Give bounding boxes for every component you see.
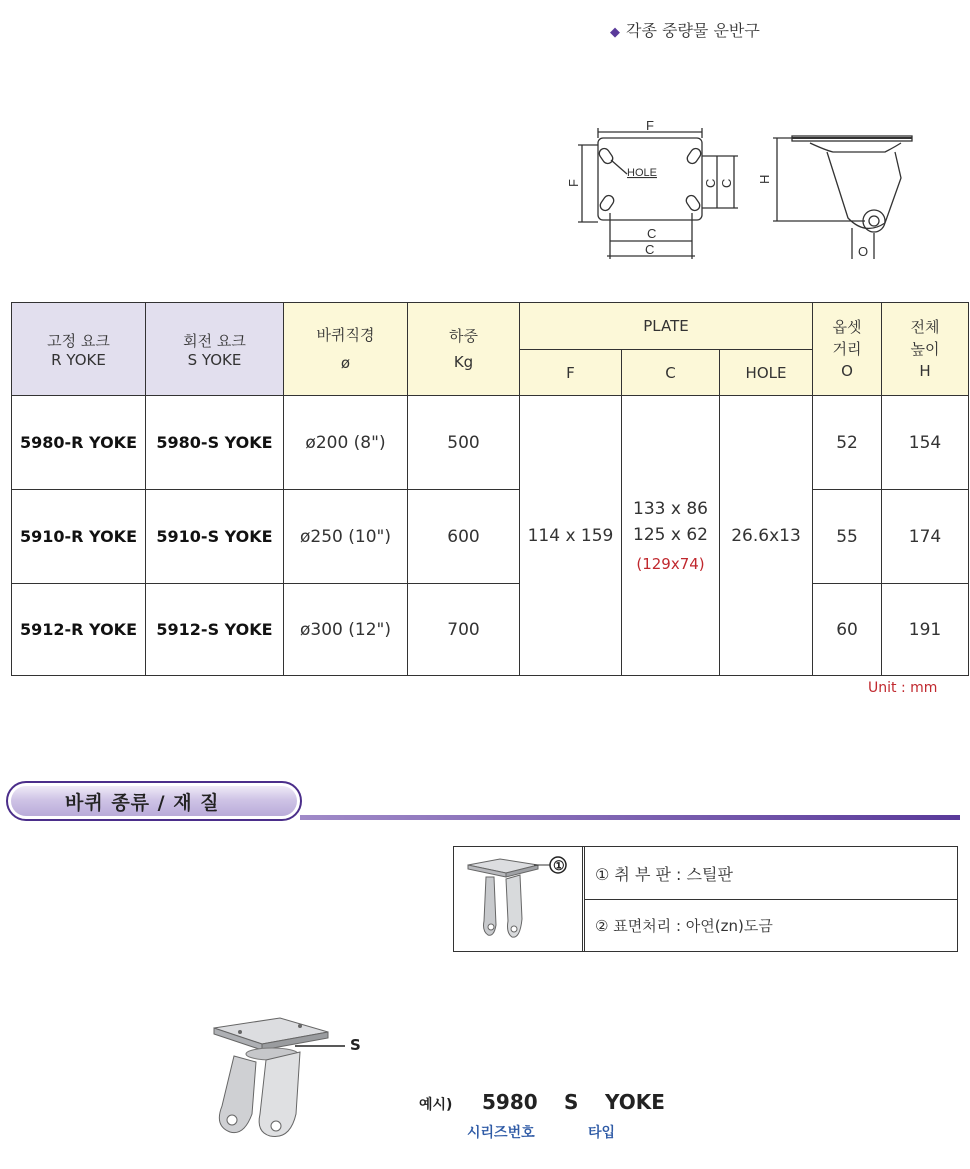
table-row — [12, 396, 969, 490]
header-swivel-yoke: 회전 요크 S YOKE — [146, 303, 284, 396]
cell-load: 500 — [408, 396, 520, 490]
section-banner — [6, 781, 302, 821]
plate-c-alt: (129x74) — [636, 554, 705, 573]
diamond-icon: ◆ — [610, 25, 620, 40]
unit-note: Unit : mm — [868, 680, 938, 696]
cell-height: 154 — [882, 396, 969, 490]
example-yoke-image — [200, 1010, 370, 1160]
header-fixed-yoke: 고정 요크 R YOKE — [12, 303, 146, 396]
cell-offset: 55 — [813, 490, 882, 584]
cell-plate-hole: 26.6x13 — [720, 396, 813, 676]
material-row-plate: ① 취 부 판 : 스틸판 — [585, 847, 957, 900]
dim-label-c2: C — [719, 178, 734, 188]
dim-label-o: O — [858, 244, 869, 259]
cell-r-yoke: 5910-R YOKE — [12, 490, 146, 584]
header-plate-c: C — [622, 350, 720, 396]
cell-plate-c: 133 x 86 125 x 62 (129x74) — [622, 396, 720, 676]
example-series-number: 5980 — [482, 1090, 538, 1114]
material-table — [453, 846, 958, 952]
series-number-label: 시리즈번호 — [467, 1125, 535, 1141]
example-label: 예시) — [419, 1097, 453, 1113]
section-title: 바퀴 종류 / 재 질 — [65, 791, 220, 814]
cell-diameter: ø250 (10") — [284, 490, 408, 584]
cell-plate-f: 114 x 159 — [520, 396, 622, 676]
cell-s-yoke: 5912-S YOKE — [146, 584, 284, 676]
plate-outline — [598, 138, 702, 220]
cell-diameter: ø200 (8") — [284, 396, 408, 490]
s-callout-label: S — [350, 1036, 361, 1054]
dim-label-f-side: F — [566, 179, 581, 187]
dim-label-hole: HOLE — [627, 167, 657, 179]
cell-offset: 60 — [813, 584, 882, 676]
slot-hole — [685, 147, 702, 166]
cell-offset: 52 — [813, 396, 882, 490]
material-row-finish: ② 표면처리 : 아연(zn)도금 — [595, 917, 773, 935]
header-offset: 옵셋 거리 O — [813, 303, 882, 396]
category-bullet — [610, 18, 760, 41]
dim-label-c4: C — [645, 242, 655, 257]
cell-s-yoke: 5910-S YOKE — [146, 490, 284, 584]
cell-diameter: ø300 (12") — [284, 584, 408, 676]
header-plate-f: F — [520, 350, 622, 396]
dim-label-f: F — [646, 118, 654, 133]
cell-height: 174 — [882, 490, 969, 584]
example-type-code: S — [564, 1090, 579, 1114]
cell-r-yoke: 5912-R YOKE — [12, 584, 146, 676]
slot-hole — [597, 147, 614, 166]
spec-table — [11, 302, 969, 676]
cell-r-yoke: 5980-R YOKE — [12, 396, 146, 490]
header-plate-hole: HOLE — [720, 350, 813, 396]
cell-load: 600 — [408, 490, 520, 584]
cell-load: 700 — [408, 584, 520, 676]
dim-label-c1: C — [703, 178, 718, 188]
slot-hole — [598, 194, 615, 213]
header-plate: PLATE — [520, 303, 813, 350]
slot-hole — [684, 194, 701, 213]
callout-number: ① — [553, 858, 565, 873]
dim-label-h: H — [757, 174, 772, 184]
header-height: 전체 높이 H — [882, 303, 969, 396]
cell-height: 191 — [882, 584, 969, 676]
yoke-image — [454, 847, 582, 951]
example-yoke-text: YOKE — [605, 1090, 665, 1114]
dimension-diagram — [565, 118, 915, 263]
section-divider — [300, 815, 960, 820]
header-load: 하중 Kg — [408, 303, 520, 396]
category-text: 각종 중량물 운반구 — [626, 21, 760, 40]
dim-label-c3: C — [647, 226, 657, 241]
header-wheel-diameter: 바퀴직경 ø — [284, 303, 408, 396]
cell-s-yoke: 5980-S YOKE — [146, 396, 284, 490]
yoke-thumbnail — [454, 847, 585, 951]
table-row — [12, 490, 969, 584]
type-label: 타입 — [588, 1125, 616, 1141]
table-row — [12, 584, 969, 676]
